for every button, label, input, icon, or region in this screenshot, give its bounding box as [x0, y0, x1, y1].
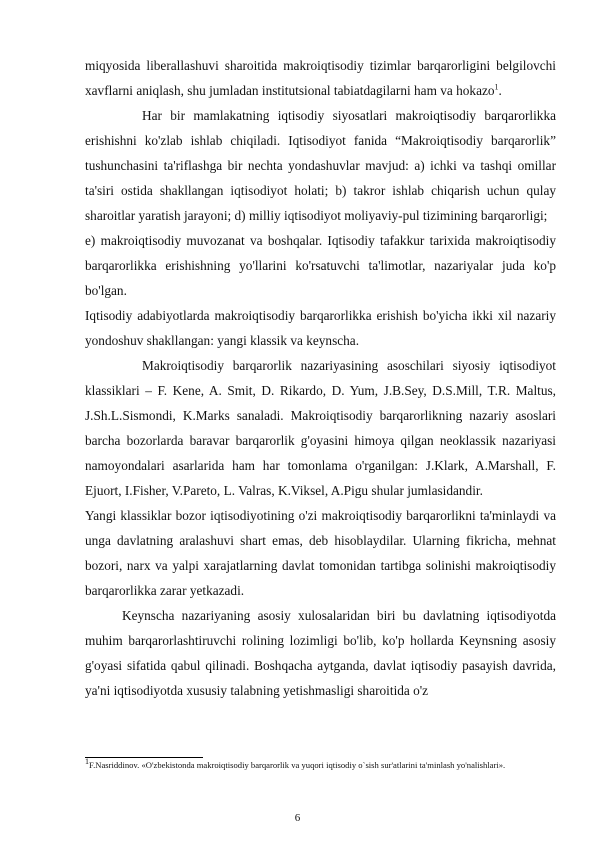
paragraph-two-approaches: Iqtisodiy adabiyotlarda makroiqtisodiy barqarorlikka erishish bo'yicha ikki xil nazariy yondoshuv shakllangan: yangi klassik va keynscha. — [85, 308, 556, 348]
paragraph-intro-text: miqyosida liberallashuvi sharoitida makroiqtisodiy tizimlar barqarorligini belgilovchi xavflarni aniqlash, shu jumladan institutsional tabiatdagilarni ham va hokazo — [85, 58, 556, 98]
paragraph-classics: Makroiqtisodiy barqarorlik nazariyasining asoschilari siyosiy iqtisodiyot klassiklari – F. Kene, A. Smit, D. Rikardo, D. Yum, J.B.Sey, D.S.Mill, T.R. Maltus, J.Sh.L.Sismondi, K.Marks sanaladi. Makroiqtisodiy barqarorlikning nazariy asoslari barcha bozorlarda baravar barqarorlik g'oyasini himoya qilgan neoklassik nazariyasi namoyondalari asarlarida ham har tomonlama o'rganilgan: J.Klark, A.Marshall, F. Ejuort, I.Fisher, V.Pareto, L. Valras, K.Viksel, A.Pigu shular jumlasidandir. — [85, 358, 556, 498]
paragraph-new-classics: Yangi klassiklar bozor iqtisodiyotining o'zi makroiqtisodiy barqarorlikni ta'minlaydi va unga davlatning aralashuvi shart emas, deb hisoblaydilar. Ularning fikricha, mehnat bozori, narx va yalpi xarajatlarning davlat tomonidan tartibga solinishi makroiqtisodiy barqarorlikka zarar yetkazadi. — [85, 508, 556, 598]
footnote-marker: 1 — [85, 757, 89, 767]
page-body — [85, 53, 556, 703]
paragraph-intro: miqyosida liberallashuvi sharoitida makroiqtisodiy tizimlar barqarorligini belgilovchi xavflarni aniqlash, shu jumladan institutsional tabiatdagilarni ham va hokazo$^1$. — [85, 58, 556, 98]
paragraph-policy: Har bir mamlakatning iqtisodiy siyosatlari makroiqtisodiy barqarorlikka erishishni ko'zlab ishlab chiqiladi. Iqtisodiyot fanida “Makroiqtisodiy barqarorlik” tushunchasini ta'riflashga bir nechta yondashuvlar mavjud: a) ichki va tashqi omillar ta'siri ostida shakllangan iqtisodiyot holati; b) takror ishlab chiqarish uchun qulay sharoitlar yaratish jarayoni; d) milliy iqtisodiyot moliyaviy-pul tizimining barqarorligi; — [85, 108, 556, 223]
paragraph-keynes: Keynscha nazariyaning asosiy xulosalaridan biri bu davlatning iqtisodiyotda muhim barqarorlashtiruvchi rolining lozimligi bo'lib, ko'p hollarda Keynsning asosiy g'oyasi sifatida qabul qilinadi. Boshqacha aytganda, davlat iqtisodiy pasayish davrida, ya'ni iqtisodiyotda xususiy talabning yetishmasligi sharoitida o'z — [85, 608, 556, 698]
footnote — [85, 759, 556, 772]
footnote-text: F.Nasriddinov. «O'zbekistonda makroiqtisodiy barqarorlik va yuqori iqtisodiy o`sish sur'atlarini ta'minlash yo'nalishlari». — [89, 760, 506, 770]
footnote-separator — [85, 757, 203, 758]
footnote-reference[interactable]: 1 — [494, 82, 499, 92]
page-number: 6 — [294, 812, 301, 824]
paragraph-equilibrium: e) makroiqtisodiy muvozanat va boshqalar. Iqtisodiy tafakkur tarixida makroiqtisodiy barqarorlikka erishishning yo'llarini ko'rsatuvchi ta'limotlar, nazariyalar juda ko'p bo'lgan. — [85, 233, 556, 298]
